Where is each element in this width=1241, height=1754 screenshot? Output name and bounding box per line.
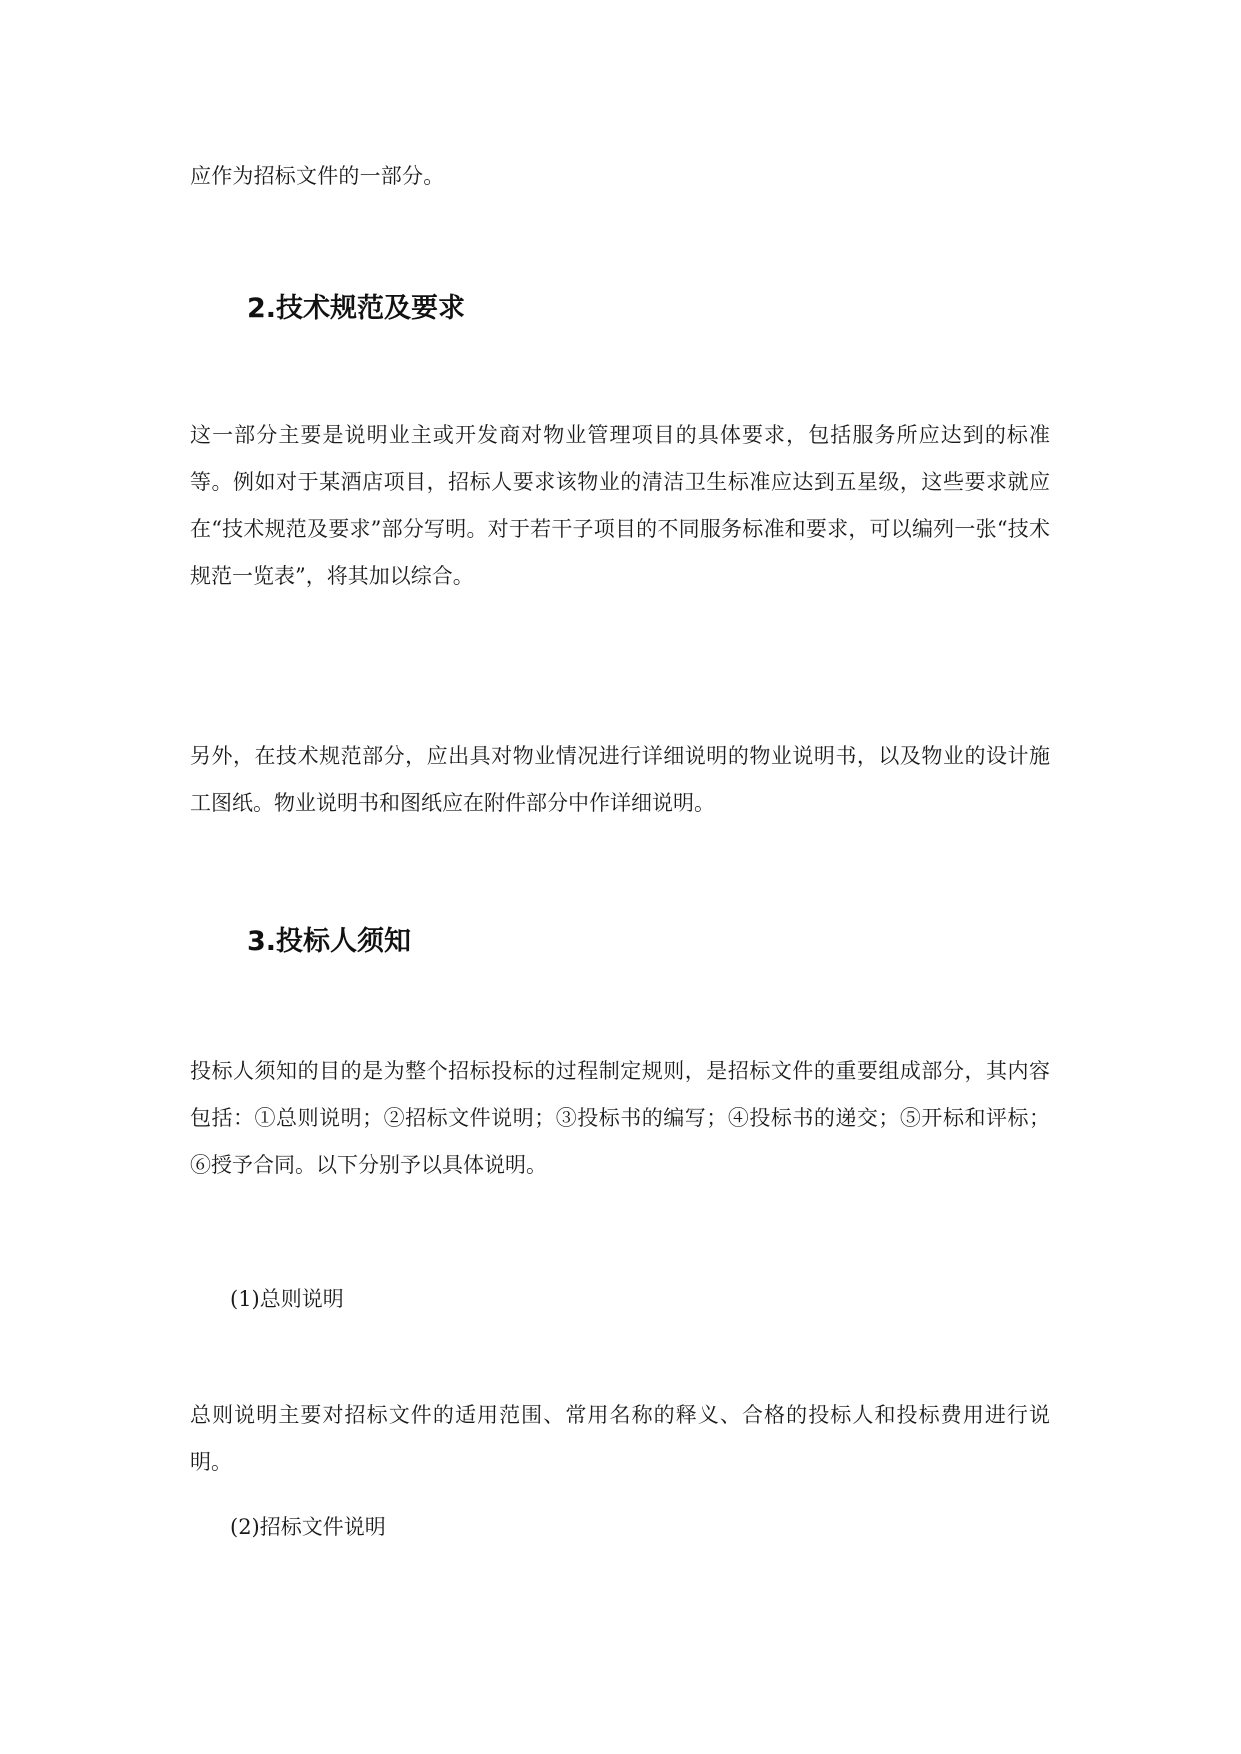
subsection-1-text: 总则说明主要对招标文件的适用范围、常用名称的释义、合格的投标人和投标费用进行说明。 <box>190 1403 1050 1474</box>
section-2-paragraph-2: 另外，在技术规范部分，应出具对物业情况进行详细说明的物业说明书，以及物业的设计施工图纸。物业说明书和图纸应在附件部分中作详细说明。 <box>190 744 1050 815</box>
section-3-heading: 3.投标人须知 <box>247 926 412 957</box>
section-3-paragraph-1: 投标人须知的目的是为整个招标投标的过程制定规则，是招标文件的重要组成部分，其内容包括：①总则说明；②招标文件说明；③投标书的编写；④投标书的递交；⑤开标和评标；⑥授予合同。以下分别予以具体说明。 <box>190 1059 1050 1177</box>
section-2-paragraph-1: 这一部分主要是说明业主或开发商对物业管理项目的具体要求，包括服务所应达到的标准等。例如对于某酒店项目，招标人要求该物业的清洁卫生标准应达到五星级，这些要求就应在“技术规范及要求”部分写明。对于若干子项目的不同服务标准和要求，可以编列一张“技术规范一览表”，将其加以综合。 <box>190 423 1050 588</box>
subsection-1-title: (1)总则说明 <box>230 1287 344 1311</box>
subsection-2-title: (2)招标文件说明 <box>230 1515 386 1539</box>
section-2-heading: 2.技术规范及要求 <box>247 293 466 324</box>
intro-tail-text: 应作为招标文件的一部分。 <box>190 164 445 188</box>
